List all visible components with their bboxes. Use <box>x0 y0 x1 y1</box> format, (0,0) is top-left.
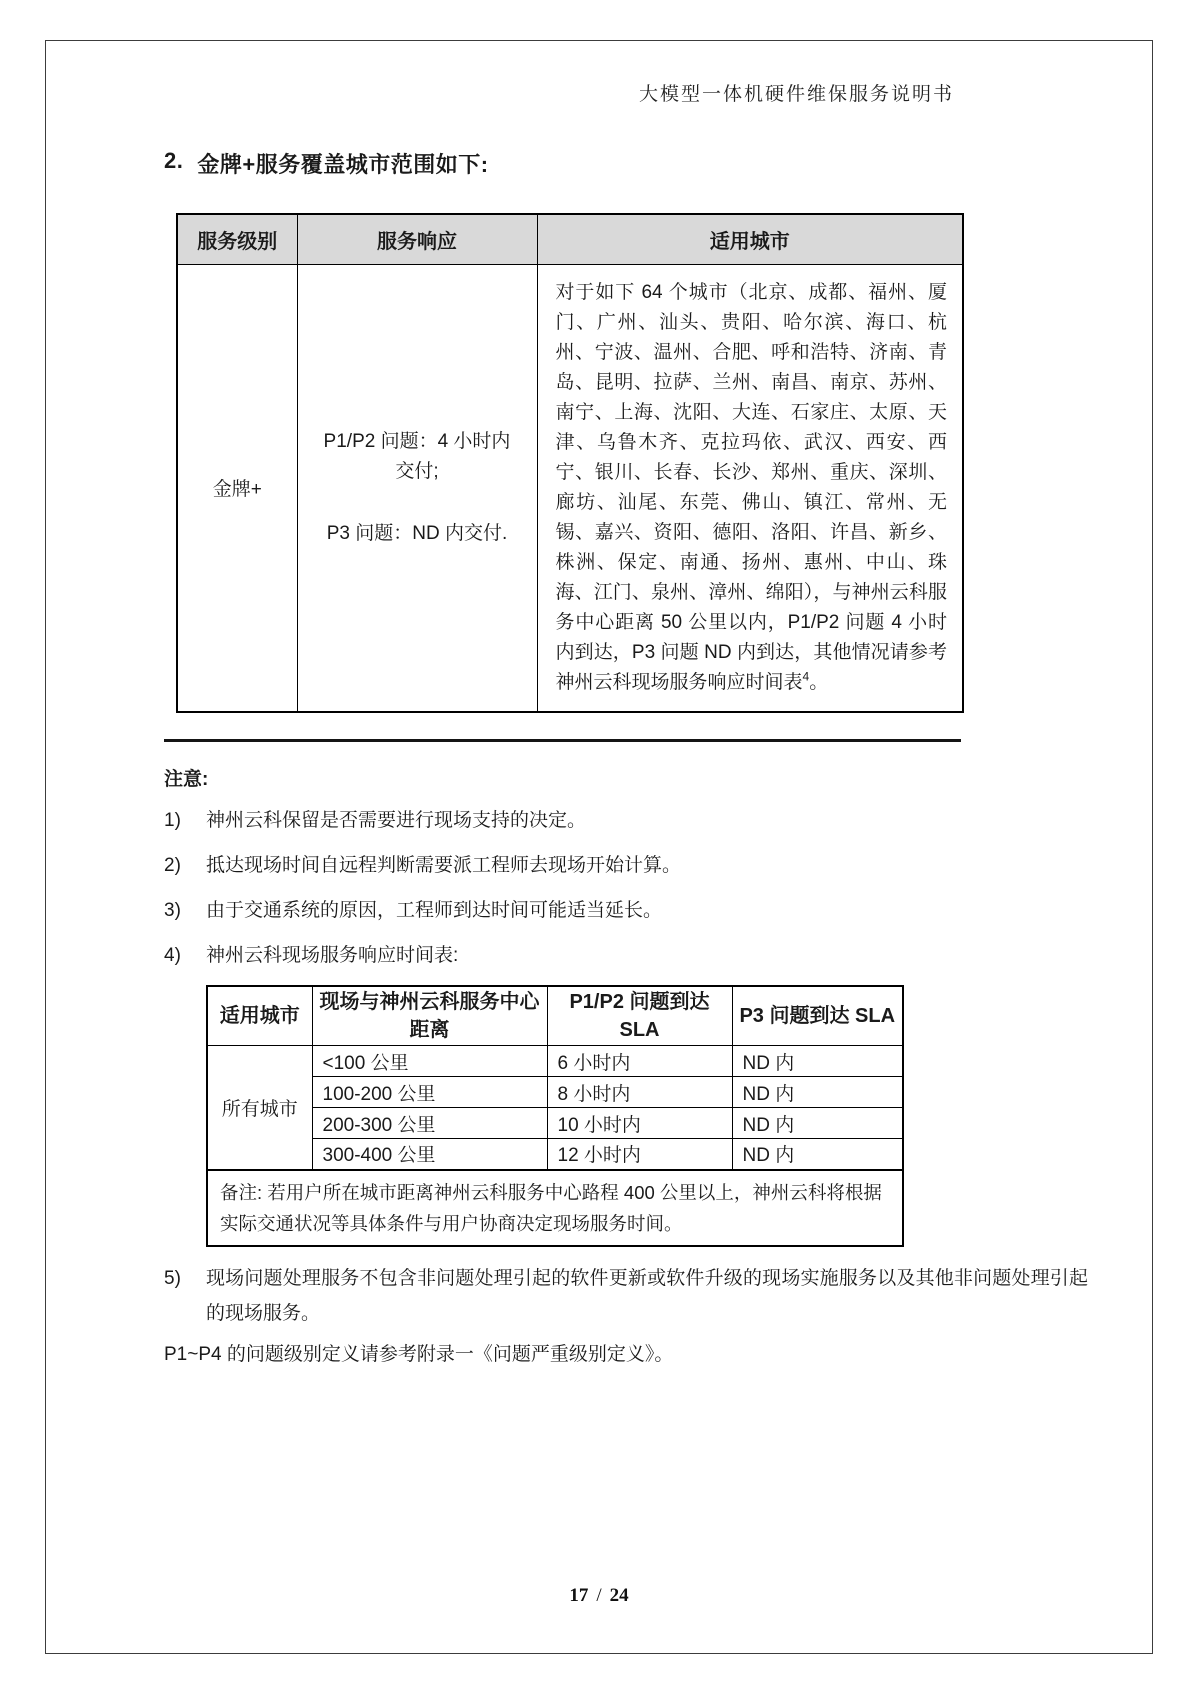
notice-item-2 <box>164 851 1152 881</box>
notice-item-3-number: 3) <box>164 899 181 921</box>
p3-sla-cell: ND 内 <box>732 1077 903 1108</box>
city-scope-cell: 所有城市 <box>207 1046 312 1170</box>
notice-item-4-number: 4) <box>164 944 181 966</box>
coverage-table-header-row <box>177 214 963 264</box>
coverage-col-service-response: 服务响应 <box>297 214 537 264</box>
response-p3: P3 问题：ND 内交付. <box>326 522 508 544</box>
page-frame <box>45 40 1153 1654</box>
notice-item-5-text: 现场问题处理服务不包含非问题处理引起的软件更新或软件升级的现场实施服务以及其他非问题处理引起的现场服务。 <box>206 1267 1088 1324</box>
notice-item-4 <box>164 941 1152 971</box>
notice-item-5 <box>164 1261 1088 1331</box>
notice-item-2-number: 2) <box>164 854 181 876</box>
coverage-table-row <box>177 264 963 712</box>
distance-cell: 300-400 公里 <box>312 1139 547 1170</box>
document-header-title: 大模型一体机硬件维保服务说明书 <box>638 84 954 105</box>
response-time-table <box>206 985 904 1247</box>
coverage-table <box>176 213 964 713</box>
notice-item-1 <box>164 806 1152 836</box>
applicable-cities-cell <box>537 264 963 712</box>
page-number <box>46 1585 1152 1607</box>
rt-col-p3-sla: P3 问题到达 SLA <box>732 986 903 1046</box>
cities-period: 。 <box>809 671 829 693</box>
distance-cell: <100 公里 <box>312 1046 547 1077</box>
p3-sla-cell: ND 内 <box>732 1046 903 1077</box>
table-row <box>207 1077 903 1108</box>
p3-sla-cell: ND 内 <box>732 1139 903 1170</box>
notice-item-3 <box>164 896 1152 926</box>
notice-label: 注意: <box>164 768 209 790</box>
coverage-col-service-level: 服务级别 <box>177 214 297 264</box>
notice-item-2-text: 抵达现场时间自远程判断需要派工程师去现场开始计算。 <box>206 854 682 876</box>
remark-row <box>207 1170 903 1246</box>
cities-text: 对于如下 64 个城市（北京、成都、福州、厦门、广州、汕头、贵阳、哈尔滨、海口、杭州、宁波、温州、合肥、呼和浩特、济南、青岛、昆明、拉萨、兰州、南昌、南京、苏州、南宁、上海、沈阳、大连、石家庄、太原、天津、乌鲁木齐、克拉玛依、武汉、西安、西宁、银川、长春、长沙、郑州、重庆、深圳、廊坊、汕尾、东莞、佛山、镇江、常州、无锡、嘉兴、资阳、德阳、洛阳、许昌、新乡、株洲、保定、南通、扬州、惠州、中山、珠海、江门、泉州、漳州、绵阳），与神州云科服务中心距离 50 公里以内，P1/P2 问题 4 小时内到达，P3 问题 ND 内到达，其他情况请参考神州云科现场服务响应时间表 <box>555 281 947 693</box>
notice-item-5-number: 5) <box>164 1267 181 1289</box>
notice-item-1-number: 1) <box>164 809 181 831</box>
service-level-cell: 金牌+ <box>177 264 297 712</box>
section-heading-number: 2. <box>164 148 184 173</box>
table-row <box>207 1108 903 1139</box>
remark-cell: 备注: 若用户所在城市距离神州云科服务中心路程 400 公里以上，神州云科将根据实际交通状况等具体条件与用户协商决定现场服务时间。 <box>207 1170 903 1246</box>
notice-item-3-text: 由于交通系统的原因，工程师到达时间可能适当延长。 <box>206 899 663 921</box>
section-heading-text: 金牌+服务覆盖城市范围如下: <box>197 152 489 177</box>
service-response-cell <box>297 264 537 712</box>
rt-col-city: 适用城市 <box>207 986 312 1046</box>
p1p2-sla-cell: 12 小时内 <box>547 1139 732 1170</box>
distance-cell: 200-300 公里 <box>312 1108 547 1139</box>
severity-definition-footnote: P1~P4 的问题级别定义请参考附录一《问题严重级别定义》。 <box>164 1343 674 1365</box>
section-divider <box>164 739 961 742</box>
rt-col-p1p2-sla: P1/P2 问题到达 SLA <box>547 986 732 1046</box>
p1p2-sla-cell: 8 小时内 <box>547 1077 732 1108</box>
distance-cell: 100-200 公里 <box>312 1077 547 1108</box>
p1p2-sla-cell: 6 小时内 <box>547 1046 732 1077</box>
p1p2-sla-cell: 10 小时内 <box>547 1108 732 1139</box>
response-time-header-row <box>207 986 903 1046</box>
footnote-ref-4: 4 <box>802 669 810 684</box>
table-row <box>207 1139 903 1170</box>
page-number-current: 17 <box>569 1585 589 1606</box>
page-number-separator: / <box>596 1585 602 1606</box>
notice-item-4-text: 神州云科现场服务响应时间表: <box>206 944 459 966</box>
page-number-total: 24 <box>609 1585 629 1606</box>
section-heading <box>164 148 1152 179</box>
coverage-col-applicable-cities: 适用城市 <box>537 214 963 264</box>
response-p1p2: P1/P2 问题：4 小时内交付; <box>323 430 511 482</box>
table-row <box>207 1046 903 1077</box>
notice-item-1-text: 神州云科保留是否需要进行现场支持的决定。 <box>206 809 587 831</box>
rt-col-distance: 现场与神州云科服务中心距离 <box>312 986 547 1046</box>
p3-sla-cell: ND 内 <box>732 1108 903 1139</box>
